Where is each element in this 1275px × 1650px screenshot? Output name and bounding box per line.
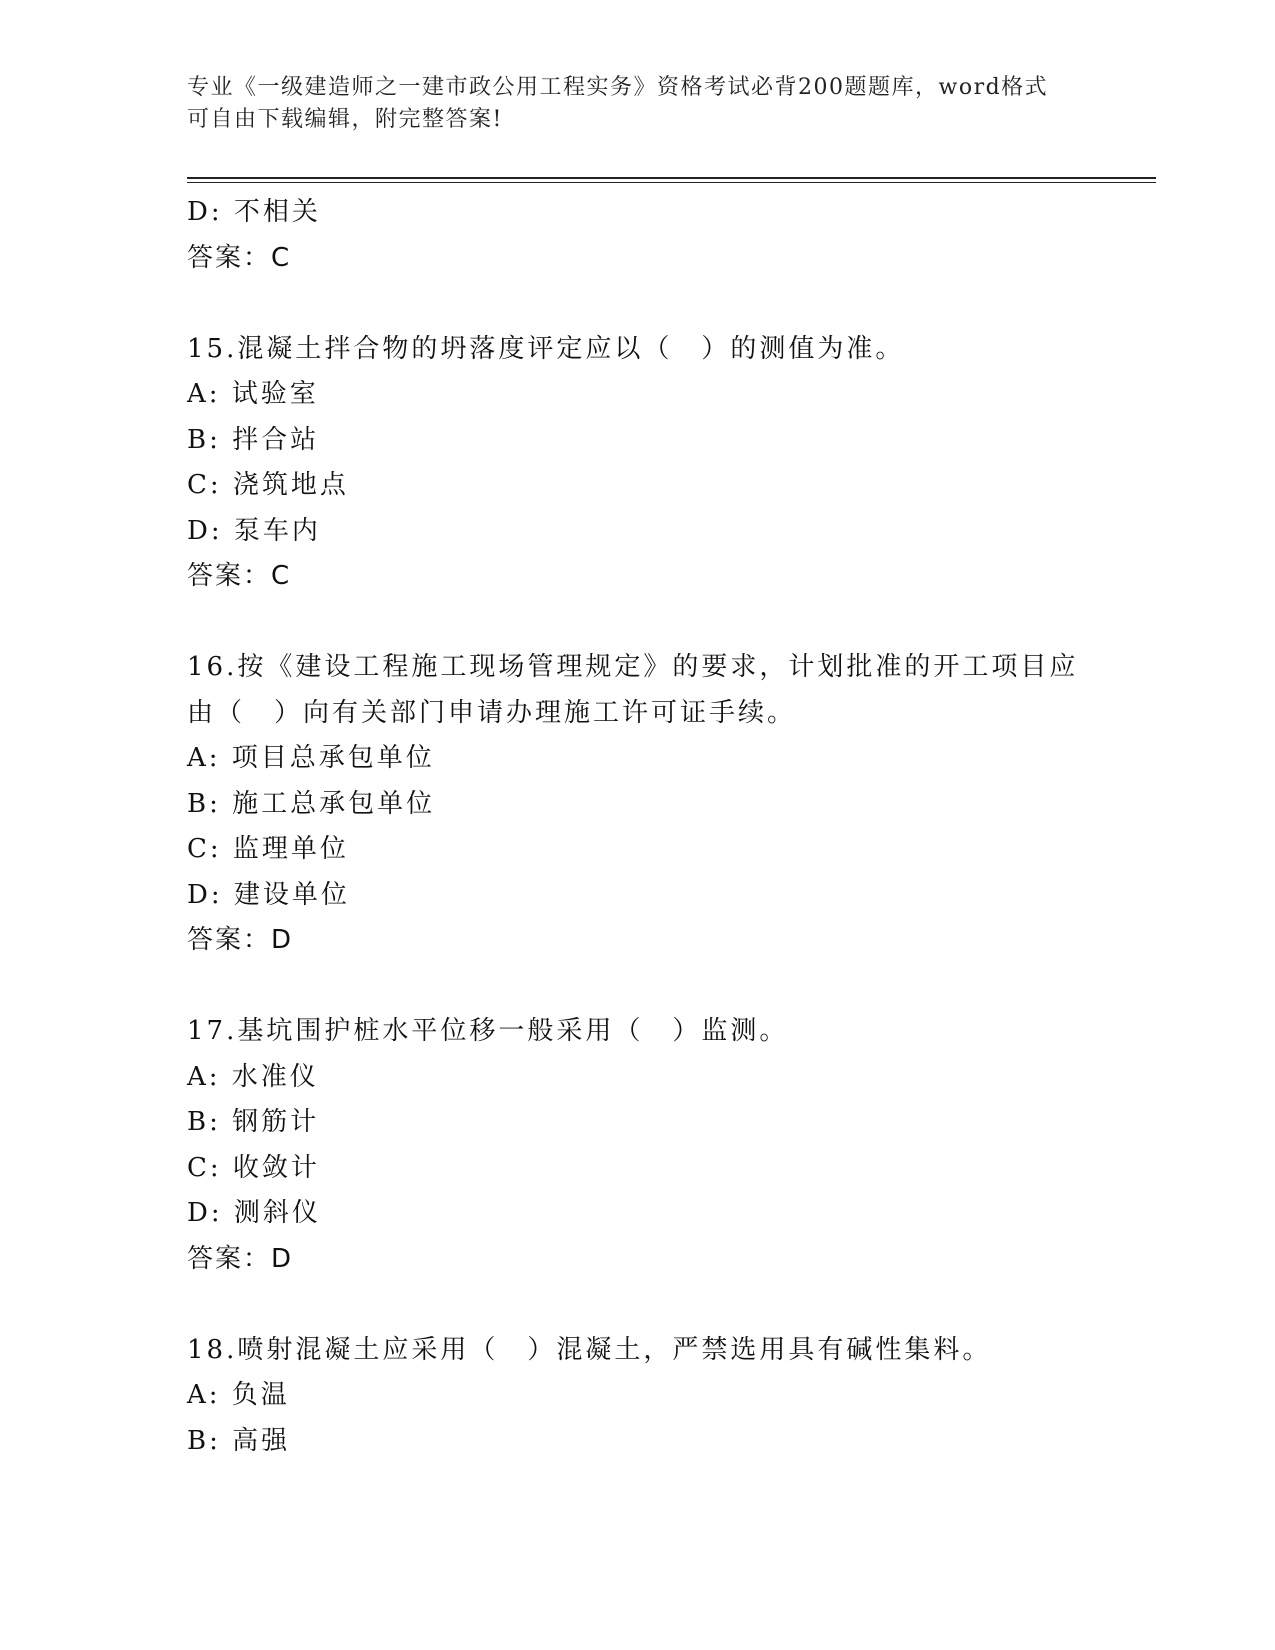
option-d: D: 建设单位 bbox=[187, 879, 350, 910]
document-header: 专业《一级建造师之一建市政公用工程实务》资格考试必背200题题库，word格式可自由下载编辑，附完整答案! bbox=[187, 75, 1049, 132]
question-block-18 bbox=[187, 1328, 1087, 1465]
option-b: B: 钢筋计 bbox=[187, 1107, 320, 1137]
option-a: A: 试验室 bbox=[187, 379, 319, 409]
option-b: B: 高强 bbox=[187, 1425, 291, 1456]
question-block-15 bbox=[187, 327, 1087, 600]
option-c: C: 浇筑地点 bbox=[187, 470, 349, 500]
question-stem: 15.混凝土拌合物的坍落度评定应以（ ）的测值为准。 bbox=[187, 333, 905, 364]
option-d: D: 不相关 bbox=[187, 197, 321, 227]
option-a: A: 项目总承包单位 bbox=[187, 743, 435, 773]
option-b: B: 拌合站 bbox=[187, 424, 320, 455]
question-stem: 16.按《建设工程施工现场管理规定》的要求，计划批准的开工项目应由（ ）向有关部门申请办理施工许可证手续。 bbox=[187, 652, 1079, 728]
question-list bbox=[187, 190, 1087, 1464]
question-stem: 18.喷射混凝土应采用（ ）混凝土，严禁选用具有碱性集料。 bbox=[187, 1334, 992, 1365]
option-c: C: 监理单位 bbox=[187, 834, 349, 864]
question-block-16 bbox=[187, 645, 1087, 964]
option-d: D: 泵车内 bbox=[187, 515, 321, 546]
question-stem: 17.基坑围护桩水平位移一般采用（ ）监测。 bbox=[187, 1016, 789, 1046]
option-a: A: 负温 bbox=[187, 1380, 290, 1410]
option-c: C: 收敛计 bbox=[187, 1152, 320, 1183]
header-rule-thin bbox=[187, 182, 1156, 183]
header-rule-thick bbox=[187, 177, 1156, 179]
option-a: A: 水准仪 bbox=[187, 1061, 319, 1092]
option-b: B: 施工总承包单位 bbox=[187, 788, 436, 819]
answer-line: 答案：C bbox=[187, 242, 292, 273]
option-d: D: 测斜仪 bbox=[187, 1198, 321, 1228]
answer-line: 答案：D bbox=[187, 925, 294, 955]
question-block-17 bbox=[187, 1009, 1087, 1282]
answer-line: 答案：D bbox=[187, 1243, 294, 1274]
answer-line: 答案：C bbox=[187, 561, 292, 591]
